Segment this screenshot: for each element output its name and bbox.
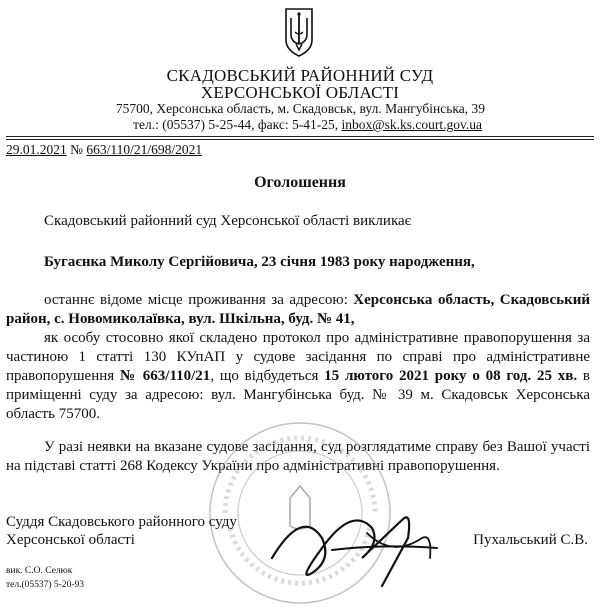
case-number: № 663/110/21 bbox=[119, 368, 211, 384]
court-address: 75700, Херсонська область, м. Скадовськ, вул. Мангубінська, 39 bbox=[115, 101, 485, 116]
hearing-datetime: 15 лютого 2021 року о 08 год. 25 хв. bbox=[324, 368, 578, 384]
hearing-paragraph bbox=[6, 329, 590, 424]
hearing-text-c: в приміщенні суду за адресою: вул. Мангубінська буд. № 39 м. Скадовськ Херсонська область 75700. bbox=[6, 368, 590, 422]
document-title: Оголошення bbox=[254, 174, 346, 191]
notice-body bbox=[6, 291, 590, 424]
trident-coat-of-arms-icon bbox=[283, 6, 315, 58]
phone-fax: тел.: (05537) 5-25-44, факс: 5-41-25, bbox=[133, 117, 342, 132]
court-name-line1: СКАДОВСЬКИЙ РАЙОННИЙ СУД bbox=[166, 66, 434, 85]
registration-date: 29.01.2021 bbox=[6, 142, 67, 157]
header-divider bbox=[6, 136, 594, 137]
judge-signature bbox=[262, 498, 452, 593]
absence-warning: У разі неявки на вказане судове засідання, суд розглядатиме справу без Вашої участі на підставі статті 268 Кодексу України про адміністративні правопорушення. bbox=[6, 439, 590, 474]
residence-address: Херсонська область, Скадовський район, с. Новомиколаївка, вул. Шкільна, буд. № 41, bbox=[6, 292, 590, 327]
intro-text: Скадовський районний суд Херсонської області викликає bbox=[44, 213, 412, 229]
judge-position-line1: Суддя Скадовського районного суду bbox=[6, 514, 237, 530]
hearing-text-a: як особу стосовно якої складено протокол про адміністративне правопорушення за частиною 1 статті 130 КУпАП у судове засідання по справі про адміністративне правопорушення bbox=[6, 330, 590, 384]
court-contacts bbox=[133, 117, 482, 133]
hearing-text-b: , що відбудеться bbox=[210, 368, 325, 384]
executor-phone: тел.(05537) 5-20-93 bbox=[6, 580, 85, 590]
header-divider-thin bbox=[6, 139, 594, 140]
judge-position-line2: Херсонської області bbox=[6, 532, 135, 548]
executor-name: вик. С.О. Селюк bbox=[6, 566, 73, 576]
judge-name: Пухальський С.В. bbox=[473, 532, 588, 548]
registration-line bbox=[6, 142, 202, 158]
residence-lead: останнє відоме місце проживання за адресою: bbox=[44, 292, 354, 308]
email-link[interactable]: inbox@sk.ks.court.gov.ua bbox=[341, 117, 482, 132]
residence-paragraph bbox=[6, 291, 590, 329]
registration-number: 663/110/21/698/2021 bbox=[86, 142, 203, 157]
number-sign: № bbox=[70, 142, 84, 157]
summoned-person: Бугаєнка Миколу Сергійовича, 23 січня 1983 року народження, bbox=[44, 254, 475, 270]
court-name-line2: ХЕРСОНСЬКОЇ ОБЛАСТІ bbox=[200, 83, 400, 102]
